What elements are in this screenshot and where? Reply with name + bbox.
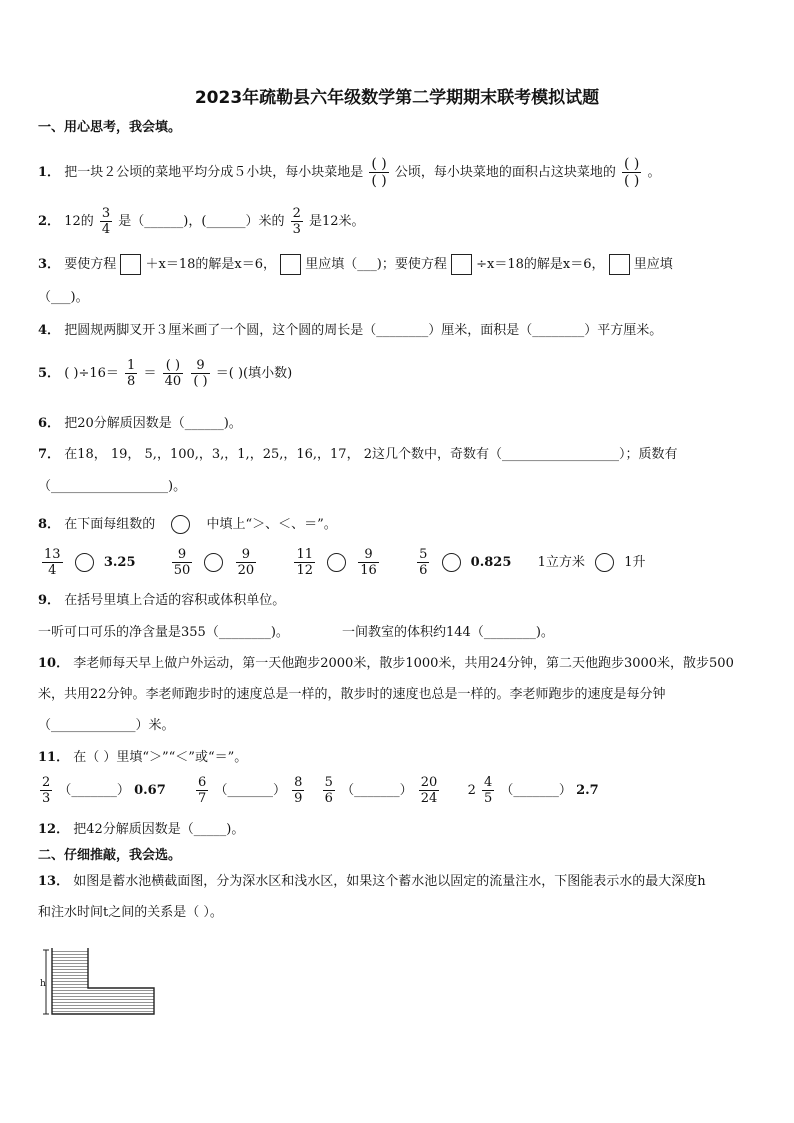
reservoir-figure (40, 944, 160, 1021)
fraction-denominator: 8 (127, 374, 136, 389)
question-10-line-2: 米，共用22分钟。李老师跑步时的速度总是一样的，散步时的速度也总是一样的。李老师跑步的速度是每分钟 (38, 687, 666, 702)
compare-value: 1立方米 (537, 555, 585, 570)
fraction-numerator: 9 (191, 358, 209, 374)
question-10 (38, 657, 734, 670)
fraction-numerator: 11 (296, 547, 313, 562)
question-text: 在括号里填上合适的容积或体积单位。 (64, 593, 286, 608)
blank-fraction (369, 156, 388, 189)
compare-circle[interactable] (204, 553, 223, 572)
fraction (417, 547, 429, 578)
question-9-line-1: 一听可口可乐的净含量是355（________)。 (38, 625, 289, 640)
question-1 (38, 156, 661, 189)
compare-circle[interactable] (595, 553, 614, 572)
question-text: ÷x＝18的解是x＝6， (476, 257, 605, 272)
fraction (196, 775, 208, 806)
fraction-numerator: 8 (294, 775, 303, 790)
question-13-line-2: 和注水时间t之间的关系是（ ）。 (38, 905, 223, 920)
equals-sign: ＝ (143, 366, 157, 381)
blank-fraction (622, 156, 641, 189)
question-5 (38, 358, 292, 389)
fraction (40, 775, 52, 806)
question-text: 如图是蓄水池横截面图，分为深水区和浅水区，如果这个蓄水池以固定的流量注水，下图能表示水的最大深度h (73, 874, 706, 889)
fraction-denominator-blank: ( ) (624, 173, 640, 189)
fraction-numerator: 6 (198, 775, 207, 790)
shallow-water-region (88, 988, 154, 1014)
question-13 (38, 875, 706, 888)
fraction (323, 775, 335, 806)
fraction-numerator: 3 (101, 206, 111, 221)
question-number: 9． (38, 593, 61, 608)
section-heading-2: 二、仔细推敲，我会选。 (38, 848, 182, 863)
fraction-denominator: 20 (237, 563, 255, 578)
question-11-items (38, 775, 599, 806)
question-10-line-3: （_____________）米。 (38, 718, 175, 733)
question-text: 把圆规两脚叉开３厘米画了一个圆，这个圆的周长是（________）厘米，面积是（________）平方厘米。 (64, 323, 663, 338)
fraction (292, 775, 304, 806)
question-text: 要使方程 (64, 257, 117, 272)
fraction-numerator: 5 (419, 547, 428, 562)
fraction-denominator: 6 (324, 791, 333, 806)
answer-blank[interactable]: （_______） (58, 783, 130, 798)
fraction-denominator: 24 (420, 791, 438, 806)
fraction-numerator-blank: ( ) (624, 156, 640, 172)
question-text: 在（ ）里填“＞”“＜”或“＝”。 (73, 750, 248, 765)
question-number: 6． (38, 416, 61, 431)
question-number: 13． (38, 874, 70, 889)
question-4 (38, 324, 662, 337)
question-text: 公顷，每小块菜地的面积占这块菜地的 (394, 165, 616, 180)
fraction-numerator: 9 (358, 547, 379, 563)
fraction-numerator: 5 (324, 775, 333, 790)
question-number: 4． (38, 323, 61, 338)
compare-circle[interactable] (171, 515, 190, 534)
compare-value: 1升 (624, 555, 646, 570)
question-number: 11． (38, 750, 70, 765)
question-text: 在18， 19， 5,，100,，3,，1,，25,，16,，17， 2这几个数中，奇数有（__________________）；质数有 (64, 447, 678, 462)
page-title: 2023年疏勒县六年级数学第二学期期末联考模拟试题 (194, 88, 600, 108)
answer-box[interactable] (120, 254, 141, 275)
compare-circle[interactable] (75, 553, 94, 572)
fraction (191, 358, 209, 389)
question-3 (38, 254, 673, 275)
fraction (419, 775, 440, 806)
section-heading-1: 一、用心思考，我会填。 (38, 120, 182, 135)
fraction-denominator: 16 (360, 563, 377, 578)
answer-box[interactable] (280, 254, 301, 275)
question-text: 。 (647, 165, 661, 180)
fraction (236, 547, 257, 578)
question-text: ＝( )(填小数) (215, 366, 293, 381)
answer-box[interactable] (451, 254, 472, 275)
depth-label: h (40, 979, 46, 989)
question-number: 1． (38, 165, 61, 180)
question-2 (38, 206, 365, 237)
fraction (291, 206, 303, 237)
fraction-denominator: 4 (48, 563, 57, 578)
compare-value: 3.25 (103, 555, 136, 570)
answer-blank[interactable]: （_______） (500, 783, 572, 798)
fraction-denominator: 12 (296, 563, 313, 578)
fraction (482, 775, 494, 806)
fraction-denominator: 50 (173, 563, 191, 578)
question-text: ＋x＝18的解是x＝6， (145, 257, 276, 272)
fraction-numerator: 20 (420, 775, 438, 790)
question-text: 中填上“＞、＜、＝”。 (206, 517, 337, 532)
fraction-denominator: 7 (198, 791, 207, 806)
fraction (125, 358, 137, 389)
question-text: 把一块２公顷的菜地平均分成５小块，每小块菜地是 (64, 165, 364, 180)
answer-blank[interactable]: （_______） (341, 783, 413, 798)
fraction-denominator-blank: ( ) (193, 374, 208, 389)
question-number: 7． (38, 447, 61, 462)
question-6 (38, 417, 242, 430)
question-text: 是12米。 (309, 214, 365, 229)
question-3-continued: （___)。 (38, 290, 89, 305)
question-9-line-2: 一间教室的体积约144（________)。 (342, 625, 554, 640)
question-number: 10． (38, 656, 70, 671)
question-8 (38, 515, 337, 534)
compare-value: 0.67 (134, 783, 166, 798)
fraction-denominator: 5 (484, 791, 493, 806)
question-text: 里应填 (633, 257, 673, 272)
fraction-denominator: 4 (101, 222, 111, 237)
question-text: 把42分解质因数是（_____)。 (73, 822, 245, 837)
question-7 (38, 448, 678, 461)
compare-circle[interactable] (442, 553, 461, 572)
fraction-numerator-blank: ( ) (371, 156, 387, 172)
fraction-numerator: 2 (42, 775, 51, 790)
question-12 (38, 823, 244, 836)
question-number: 12． (38, 822, 70, 837)
question-9 (38, 594, 285, 607)
fraction-numerator: 1 (127, 358, 136, 373)
reservoir-diagram (40, 944, 160, 1018)
fraction (100, 206, 112, 237)
question-8-items (40, 547, 646, 578)
fraction (163, 358, 184, 389)
fraction-numerator: 9 (236, 547, 257, 563)
answer-blank[interactable]: （_______） (214, 783, 286, 798)
fraction (42, 547, 63, 578)
question-text: 12的 (64, 214, 94, 229)
question-text: 是（______)，(______）米的 (118, 214, 285, 229)
fraction-denominator: 40 (164, 374, 182, 389)
compare-circle[interactable] (327, 553, 346, 572)
answer-box[interactable] (609, 254, 630, 275)
question-number: 2． (38, 214, 61, 229)
fraction-denominator: 9 (294, 791, 303, 806)
question-11 (38, 751, 247, 764)
fraction-numerator: 9 (172, 547, 193, 563)
question-number: 8． (38, 517, 61, 532)
fraction-denominator-blank: ( ) (371, 173, 387, 189)
fraction-denominator: 3 (42, 791, 51, 806)
question-text: 把20分解质因数是（______)。 (64, 416, 242, 431)
fraction-numerator: 2 (292, 206, 301, 221)
fraction (172, 547, 193, 578)
mixed-number-whole: 2 (467, 783, 476, 798)
deep-water-region (52, 950, 88, 1014)
fraction (294, 547, 315, 578)
compare-value: 0.825 (470, 555, 512, 570)
question-number: 5． (38, 366, 61, 381)
question-text: 在下面每组数的 (64, 517, 156, 532)
question-7-continued: （__________________)。 (38, 479, 187, 494)
fraction-numerator: 13 (44, 547, 61, 562)
question-text: 李老师每天早上做户外运动，第一天他跑步2000米，散步1000米，共用24分钟，第二天他跑步3000米，散步500 (73, 656, 734, 671)
compare-value: 2.7 (576, 783, 599, 798)
fraction-denominator: 3 (292, 222, 301, 237)
fraction-numerator-blank: ( ) (163, 358, 184, 374)
question-number: 3． (38, 257, 61, 272)
fraction-numerator: 4 (484, 775, 493, 790)
question-text: 里应填（___)；要使方程 (305, 257, 447, 272)
fraction (358, 547, 379, 578)
question-text: ( )÷16＝ (64, 366, 119, 381)
fraction-denominator: 6 (419, 563, 428, 578)
